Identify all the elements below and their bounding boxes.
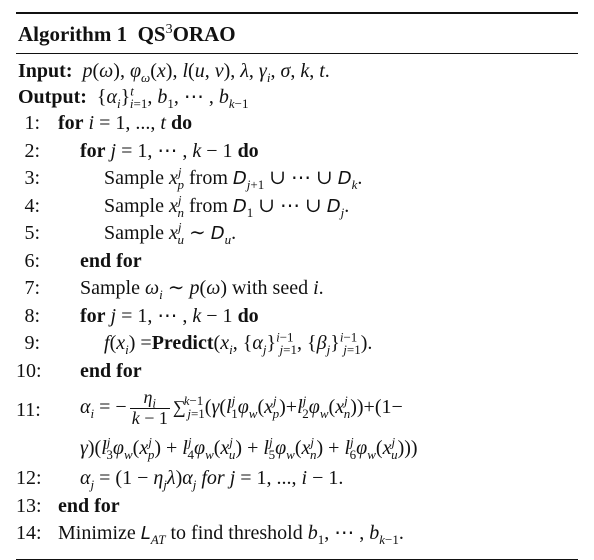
line-number: 12:: [16, 467, 42, 489]
line-2: [16, 141, 578, 169]
line-8-text: for j = 1, ⋯ , k − 1 do: [80, 304, 259, 327]
line-7: [16, 278, 578, 306]
kw-minimize: Minimize: [58, 522, 136, 544]
line-number: 13:: [16, 494, 42, 517]
input-label: Input:: [18, 60, 73, 82]
algorithm-title: [16, 14, 578, 53]
algorithm-box: [16, 12, 578, 560]
bottom-rule: [16, 559, 578, 560]
algorithm-name: QS: [137, 22, 166, 46]
input-line: [16, 61, 578, 87]
kw-for: for: [80, 304, 106, 327]
line-9: [16, 329, 578, 361]
kw-sample: Sample: [104, 167, 164, 189]
output-line: [16, 83, 578, 113]
line-number: 4:: [24, 194, 40, 217]
line-7-text: Sample $\omega_i$ ∼ p(ω) with seed i.: [80, 277, 324, 302]
kw-sample: Sample: [80, 277, 140, 299]
line-number: 8:: [24, 304, 40, 327]
line-number: 14:: [16, 522, 42, 544]
kw-sample: Sample: [104, 222, 164, 244]
line-5-text: Sample $x^j_u$ ∼ $D_u$.: [104, 219, 237, 247]
kw-from: from: [189, 167, 228, 189]
kw-predict: Predict: [151, 332, 214, 354]
line-number: 7:: [24, 277, 40, 299]
kw-for: for: [80, 139, 106, 162]
output-value: $\{\alpha_i\}^t_{i=1}$, $b_1$, ⋯ , $b_{k-1}$: [91, 83, 249, 111]
line-2-text: for j = 1, ⋯ , k − 1 do: [80, 139, 259, 162]
line-3-text: Sample $x^j_p$ from $D_{j+1}$ ∪ ⋯ ∪ $D_k$.: [104, 164, 363, 192]
line-number: 2:: [24, 139, 40, 162]
line-10-text: end for: [80, 359, 142, 382]
kw-for: for: [58, 112, 84, 134]
line-14-text: Minimize $L_{AT}$ to find threshold $b_1$, ⋯ , $b_{k-1}$.: [58, 522, 404, 547]
line-6-text: end for: [80, 249, 142, 272]
line-number: 10:: [16, 359, 42, 382]
line-1: [16, 113, 578, 141]
algorithm-name-suffix: ORAO: [172, 22, 236, 46]
algorithm-body: [16, 54, 578, 559]
line-11-cont-text: $\gamma)(l^j_3\varphi_w(x^j_p) + l^j_4\varphi_w(x^j_u) + l^j_5\varphi_w(x^j_n) + l^j_6\varphi_w(x^j_u))$): [80, 434, 418, 462]
line-6: [16, 251, 578, 279]
kw-do: do: [237, 304, 259, 327]
line-number: 9:: [24, 332, 40, 354]
line-number: 3:: [24, 167, 40, 189]
line-9-text: $f(x_i)$ $=Predict(x_i$, $\{\alpha_j\}^{i-1}_{j=1}$, $\{\beta_j\}^{i-1}_{j=1}$).: [104, 329, 373, 357]
line-14: [16, 523, 578, 551]
fraction: $\frac{\eta_i}{k - 1}$: [131, 387, 168, 428]
kw-do: do: [170, 112, 193, 134]
line-3: [16, 164, 578, 196]
line-1-text: for i = 1, ..., t do: [58, 112, 193, 134]
algorithm-name-sup: 3: [165, 22, 173, 37]
find-threshold-text: to find threshold: [170, 522, 303, 544]
line-10: [16, 361, 578, 389]
algorithm-label: Algorithm 1: [18, 22, 128, 46]
line-5: [16, 219, 578, 251]
output-label: Output:: [18, 86, 87, 108]
input-value: p(ω), $\varphi_\omega(x)$, l(u, v), λ, $\gamma_i$, σ, k, t.: [82, 60, 330, 85]
line-number: 6:: [24, 249, 40, 272]
line-number: 1:: [24, 112, 40, 134]
line-8: [16, 306, 578, 334]
line-12: [16, 468, 578, 496]
line-number: 11:: [16, 399, 41, 421]
line-11-continued: [16, 434, 578, 468]
kw-from: from: [189, 194, 228, 217]
line-12-text: $\alpha_j = (1 - \eta_j\lambda)\alpha_j$ for j = 1, ..., i − 1.: [80, 467, 344, 492]
line-11: [16, 388, 578, 438]
line-4: [16, 191, 578, 224]
kw-do: do: [237, 139, 259, 162]
line-4-text: Sample $x^j_n$ from $D_1$ ∪ ⋯ ∪ $D_j$.: [104, 191, 350, 220]
line-13-text: end for: [58, 494, 120, 517]
kw-sample: Sample: [104, 194, 164, 217]
kw-with-seed: with seed: [231, 277, 309, 299]
line-number: 5:: [24, 222, 40, 244]
line-11-text: $\alpha_i$ = − $\frac{\eta_i}{k - 1}$ $\sum^{k-1}_{j=1}(\gamma(l^j_1\varphi_w(x^j_p)+l^j_2\varphi_w(x^j_n))+(1-$: [80, 387, 403, 428]
line-13: [16, 496, 578, 524]
